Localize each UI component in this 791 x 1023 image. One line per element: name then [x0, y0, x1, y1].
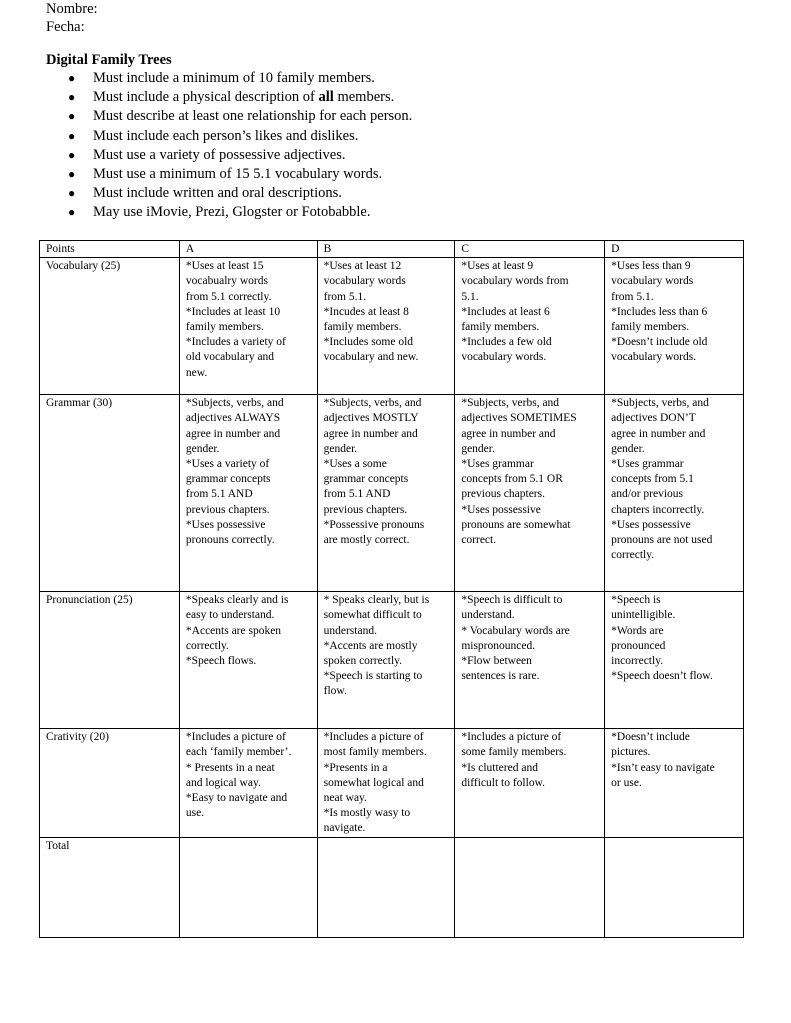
rubric-cell-line: *Speech doesn’t flow.: [611, 670, 713, 683]
rubric-cell-line: grammar concepts: [185, 473, 271, 486]
rubric-cell-line: pronouns correctly.: [185, 534, 275, 547]
rubric-cell-line: vocabulary words: [611, 275, 694, 288]
rubric-cell-line: * Speaks clearly, but is: [323, 594, 430, 607]
requirement-text-part: Must include written and oral descriptions.: [93, 185, 342, 202]
rubric-cell-line: correctly.: [185, 639, 229, 652]
rubric-cell-line: *Includes some old: [323, 336, 414, 349]
rubric-cell-line: neat way.: [323, 792, 367, 805]
rubric-cell-line: each ‘family member’.: [185, 746, 292, 759]
rubric-cell: [179, 258, 317, 395]
rubric-total-cell[interactable]: [179, 837, 317, 937]
rubric-cell-line: spoken correctly.: [323, 655, 403, 668]
rubric-cell-line: *Flow between: [461, 655, 532, 668]
rubric-cell-line: understand.: [323, 624, 377, 637]
rubric-cell-line: *Includes at least 10: [185, 305, 281, 318]
rubric-cell-line: *Uses possessive: [611, 518, 691, 531]
rubric-cell-line: adjectives SOMETIMES: [461, 412, 577, 425]
rubric-cell-line: *Includes a picture of: [323, 731, 424, 744]
rubric-cell-line: *Includes a picture of: [461, 731, 562, 744]
bullet-icon: ●: [68, 205, 76, 220]
rubric-cell-line: vocabulary words.: [611, 351, 697, 364]
rubric-cell-line: *Subjects, verbs, and: [185, 397, 284, 410]
rubric-cell-line: *Includes a few old: [461, 336, 552, 349]
requirement-text: [93, 69, 375, 88]
rubric-cell: [179, 395, 317, 592]
rubric-row: [40, 258, 744, 395]
rubric-cell-line: agree in number and: [611, 427, 706, 440]
rubric-cell-line: *Accents are mostly: [323, 639, 418, 652]
bullet-icon: ●: [68, 147, 76, 162]
rubric-cell: [317, 258, 455, 395]
rubric-cell-line: *Includes at least 6: [461, 305, 550, 318]
rubric-cell-line: adjectives ALWAYS: [185, 412, 281, 425]
rubric-cell-line: *Speech flows.: [185, 655, 257, 668]
rubric-cell-line: understand.: [461, 609, 515, 622]
rubric-row: [40, 729, 744, 837]
rubric-cell-line: *Uses less than 9: [611, 260, 691, 273]
rubric-cell-line: * Presents in a neat: [185, 761, 275, 774]
rubric-header-row: [40, 241, 744, 258]
rubric-total-row: [40, 837, 744, 937]
requirement-text-part: Must describe at least one relationship for each person.: [93, 108, 413, 125]
rubric-cell-line: family members.: [461, 321, 540, 334]
rubric-cell-line: concepts from 5.1 OR: [461, 473, 563, 486]
rubric-cell-line: vocabulary words.: [461, 351, 547, 364]
rubric-column-header: C: [455, 241, 605, 258]
rubric-cell: [455, 592, 605, 729]
rubric-cell-line: *Uses at least 15: [185, 260, 264, 273]
rubric-cell-line: pronouns are not used: [611, 534, 713, 547]
requirement-text-part: Must include each person’s likes and dislikes.: [93, 127, 359, 144]
requirement-text-part: members.: [333, 89, 395, 106]
rubric-cell-line: new.: [185, 366, 208, 379]
rubric-cell: [605, 258, 744, 395]
rubric-cell-line: family members.: [185, 321, 264, 334]
rubric-cell-line: *Speech is difficult to: [461, 594, 563, 607]
rubric-cell-line: *Speaks clearly and is: [185, 594, 289, 607]
rubric-cell-line: previous chapters.: [461, 488, 545, 501]
rubric-cell-line: *Uses at least 12: [323, 260, 402, 273]
rubric-cell-line: *Speech is: [611, 594, 661, 607]
rubric-cell: [455, 258, 605, 395]
document-title: Digital Family Trees: [46, 52, 172, 68]
rubric-criterion-label: Vocabulary (25): [40, 258, 180, 395]
rubric-cell: [179, 729, 317, 837]
rubric-cell-line: *Is cluttered and: [461, 761, 538, 774]
rubric-cell-line: somewhat difficult to: [323, 609, 422, 622]
rubric-cell-line: concepts from 5.1: [611, 473, 694, 486]
rubric-cell-line: agree in number and: [461, 427, 556, 440]
rubric-cell-line: from 5.1 correctly.: [185, 290, 272, 303]
rubric-cell-line: gender.: [611, 442, 645, 455]
rubric-cell: [179, 592, 317, 729]
rubric-cell-line: pronounced: [611, 639, 666, 652]
rubric-cell-line: *Speech is starting to: [323, 670, 423, 683]
rubric-total-cell[interactable]: [455, 837, 605, 937]
rubric-cell-line: old vocabulary and: [185, 351, 275, 364]
bullet-icon: ●: [68, 109, 76, 124]
rubric-cell-line: *Uses grammar: [611, 458, 684, 471]
rubric-cell-line: *Is mostly wasy to: [323, 807, 411, 820]
requirement-text: [93, 146, 345, 165]
rubric-cell-line: agree in number and: [323, 427, 418, 440]
rubric-cell: [455, 395, 605, 592]
rubric-cell-line: *Doesn’t include old: [611, 336, 708, 349]
rubric-cell-line: navigate.: [323, 822, 366, 835]
bullet-icon: ●: [68, 166, 76, 181]
rubric-cell-line: vocabulary words: [323, 275, 406, 288]
rubric-cell-line: *Includes a picture of: [185, 731, 286, 744]
rubric-cell-line: vocabulary words from: [461, 275, 569, 288]
requirement-text: [93, 165, 382, 184]
rubric-cell-line: *Incudes at least 8: [323, 305, 409, 318]
rubric-row: [40, 395, 744, 592]
rubric-cell-line: *Includes a variety of: [185, 336, 286, 349]
rubric-cell-line: from 5.1 AND: [185, 488, 253, 501]
rubric-cell-line: gender.: [461, 442, 495, 455]
rubric-cell-line: from 5.1 AND: [323, 488, 391, 501]
rubric-cell-line: agree in number and: [185, 427, 281, 440]
rubric-cell: [605, 395, 744, 592]
rubric-column-header: Points: [40, 241, 180, 258]
rubric-cell-line: *Easy to navigate and: [185, 792, 288, 805]
rubric-cell: [317, 729, 455, 837]
requirement-text-part: May use iMovie, Prezi, Glogster or Fotobabble.: [93, 204, 371, 221]
rubric-cell-line: family members.: [611, 321, 690, 334]
rubric-cell-line: sentences is rare.: [461, 670, 540, 683]
rubric-criterion-label: Pronunciation (25): [40, 592, 180, 729]
nombre-label: Nombre:: [46, 1, 98, 17]
rubric-cell-line: *Uses possessive: [185, 518, 266, 531]
rubric-cell-line: pictures.: [611, 746, 651, 759]
rubric-cell-line: previous chapters.: [323, 503, 408, 516]
bullet-icon: ●: [68, 71, 76, 85]
rubric-cell-line: *Uses at least 9: [461, 260, 534, 273]
rubric-cell: [605, 729, 744, 837]
requirement-text: [93, 88, 394, 107]
rubric-cell-line: family members.: [323, 321, 402, 334]
rubric-row: [40, 592, 744, 729]
rubric-cell-line: *Presents in a: [323, 761, 388, 774]
rubric-cell-line: *Uses possessive: [461, 503, 541, 516]
requirement-text: [93, 203, 370, 222]
rubric-cell-line: gender.: [323, 442, 358, 455]
rubric-cell-line: or use.: [611, 776, 642, 789]
rubric-cell-line: *Includes less than 6: [611, 305, 708, 318]
bullet-icon: ●: [68, 128, 76, 143]
rubric-cell-line: some family members.: [461, 746, 567, 759]
rubric-criterion-label: Grammar (30): [40, 395, 180, 592]
rubric-cell-line: *Subjects, verbs, and: [611, 397, 709, 410]
rubric-cell-line: 5.1.: [461, 290, 479, 303]
rubric-cell-line: *Uses grammar: [461, 458, 534, 471]
rubric-cell-line: vocabulary and new.: [323, 351, 419, 364]
rubric-cell-line: vocabualry words: [185, 275, 268, 288]
rubric-cell-line: *Possessive pronouns: [323, 518, 425, 531]
rubric-cell-line: pronouns are somewhat: [461, 518, 571, 531]
requirement-emphasis: all: [318, 89, 334, 106]
requirement-text: [93, 184, 342, 203]
rubric-cell-line: easy to understand.: [185, 609, 275, 622]
rubric-cell-line: from 5.1.: [611, 290, 654, 303]
rubric-cell-line: and/or previous: [611, 488, 683, 501]
rubric-cell-line: use.: [185, 807, 205, 820]
rubric-cell: [605, 592, 744, 729]
rubric-column-header: B: [317, 241, 455, 258]
rubric-column-header: D: [605, 241, 744, 258]
requirement-text-part: Must include a minimum of 10 family members.: [93, 70, 375, 86]
rubric-cell-line: adjectives MOSTLY: [323, 412, 419, 425]
rubric-cell-line: correctly.: [611, 549, 655, 562]
rubric-cell-line: *Words are: [611, 624, 664, 637]
requirement-text: [93, 127, 358, 146]
rubric-total-cell[interactable]: [605, 837, 744, 937]
rubric-cell-line: *Isn’t easy to navigate: [611, 761, 715, 774]
rubric-cell-line: *Uses a some: [323, 458, 387, 471]
rubric-cell-line: grammar concepts: [323, 473, 409, 486]
rubric-cell-line: somewhat logical and: [323, 776, 424, 789]
rubric-cell-line: difficult to follow.: [461, 776, 545, 789]
rubric-column-header: A: [179, 241, 317, 258]
rubric-cell-line: chapters incorrectly.: [611, 503, 705, 516]
rubric-cell: [455, 729, 605, 837]
requirement-text-part: Must use a minimum of 15 5.1 vocabulary words.: [93, 165, 383, 182]
rubric-cell-line: gender.: [185, 442, 220, 455]
rubric-cell-line: adjectives DON’T: [611, 412, 696, 425]
rubric-cell-line: *Subjects, verbs, and: [461, 397, 560, 410]
rubric-cell-line: most family members.: [323, 746, 427, 759]
rubric-cell: [317, 592, 455, 729]
rubric-criterion-label: Crativity (20): [40, 729, 180, 837]
requirement-text-part: Must use a variety of possessive adjectives.: [93, 146, 346, 163]
rubric-cell-line: unintelligible.: [611, 609, 676, 622]
rubric-cell-line: incorrectly.: [611, 655, 664, 668]
rubric-cell-line: previous chapters.: [185, 503, 270, 516]
rubric-cell-line: from 5.1.: [323, 290, 367, 303]
bullet-icon: ●: [68, 90, 76, 105]
rubric-total-label: Total: [40, 837, 180, 937]
rubric-cell-line: *Uses a variety of: [185, 458, 270, 471]
rubric-cell-line: *Subjects, verbs, and: [323, 397, 422, 410]
rubric-cell-line: mispronounced.: [461, 639, 536, 652]
bullet-icon: ●: [68, 186, 76, 201]
rubric-cell-line: flow.: [323, 685, 347, 698]
fecha-label: Fecha:: [46, 19, 85, 35]
rubric-cell-line: *Doesn’t include: [611, 731, 690, 744]
rubric-table: [39, 240, 744, 938]
rubric-cell-line: * Vocabulary words are: [461, 624, 570, 637]
requirement-text-part: Must include a physical description of: [93, 89, 319, 106]
rubric-cell: [317, 395, 455, 592]
requirement-text: [93, 107, 412, 126]
rubric-cell-line: and logical way.: [185, 776, 261, 789]
rubric-cell-line: are mostly correct.: [323, 534, 410, 547]
rubric-cell-line: correct.: [461, 534, 497, 547]
rubric-cell-line: *Accents are spoken: [185, 624, 282, 637]
rubric-total-cell[interactable]: [317, 837, 455, 937]
